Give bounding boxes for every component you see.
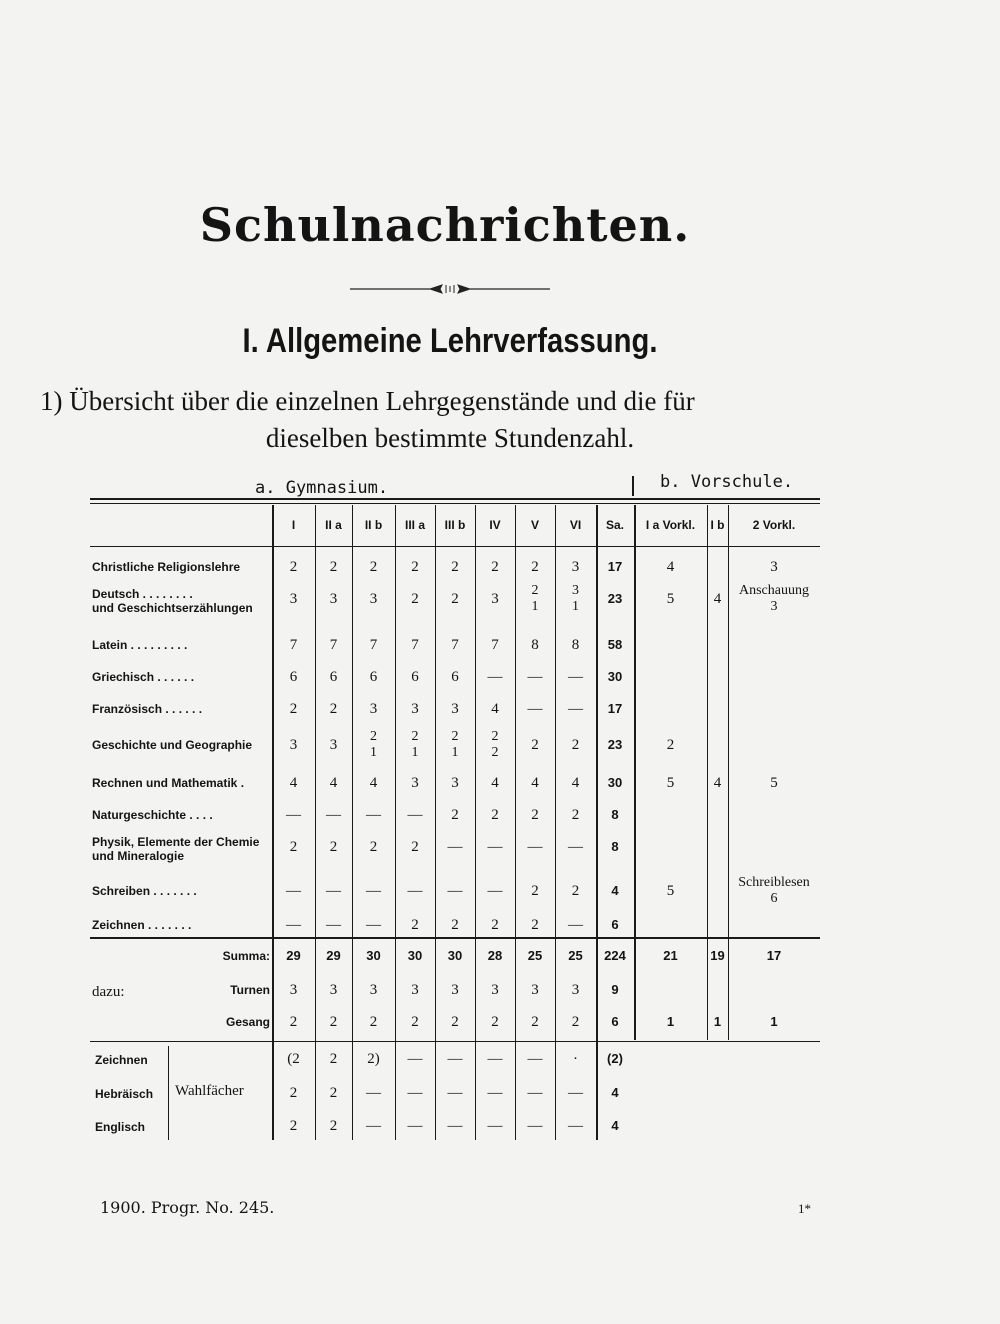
hour-cell: 2 [571,883,580,899]
sum-cell: 58 [607,637,623,652]
vorschule-cell: 3 [770,559,778,575]
hour-cell: — [326,807,341,823]
sum-cell: 6 [611,917,619,932]
vorschule-cell: 5 [666,775,675,791]
wahlfach-cell: — [527,1051,543,1067]
hour-cell: 1 [411,745,419,760]
hour-cell: 3 [411,775,419,791]
hour-cell: 3 [369,591,378,607]
hour-cell: 3 [369,701,378,717]
hour-cell: 2 [491,917,499,933]
hour-cell: 2 [531,737,539,753]
header-bottom-rule [90,546,820,547]
hour-cell: 2 [289,701,298,717]
hour-cell: — [568,701,583,717]
wahlfach-cell: — [527,1085,543,1101]
column-header: IV [489,518,501,532]
gesang-cell: 2 [451,1014,459,1030]
hour-cell: — [568,669,583,685]
footer-citation: 1900. Progr. No. 245. [100,1198,275,1217]
hour-cell: — [527,839,543,855]
vorschule-cell: 6 [770,891,778,906]
hour-cell: 7 [289,637,298,653]
row-label-cont: und Mineralogie [92,849,185,863]
column-header: II a [325,518,342,532]
gesang-cell: 2 [369,1014,378,1030]
hour-cell: 2 [329,701,338,717]
hour-cell: 3 [289,737,298,753]
vorschule-cell: 5 [666,883,675,899]
wahlfach-cell: 2 [329,1085,338,1101]
summa-cell: 30 [366,948,381,963]
turnen-cell: 3 [289,982,298,998]
summa-vorschule-cell: 19 [710,948,725,963]
ornament-divider-icon [350,282,550,296]
hour-cell: 7 [369,637,378,653]
wahlfach-cell: — [447,1085,463,1101]
row-label: Physik, Elemente der Chemie [92,835,260,849]
hour-cell: 2 [491,807,499,823]
hour-cell: 1 [531,599,539,614]
vorschule-cell: 5 [770,775,778,791]
vorschule-cell: 4 [713,775,722,791]
hour-cell: 2 [491,729,499,744]
hour-cell: 2 [451,729,459,744]
sum-cell: 17 [607,559,623,574]
section-heading: I. Allgemeine Lehrverfassung. [242,322,658,360]
sum-cell: 23 [607,737,623,752]
section-gymnasium-label: a. Gymnasium. [255,478,389,498]
hour-cell: — [326,917,341,933]
turnen-cell: 9 [611,982,619,997]
sum-cell: 8 [611,839,619,854]
summa-cell: 25 [527,948,543,963]
hour-cell: 2 [571,807,580,823]
hour-cell: 8 [531,637,539,653]
hour-cell: 4 [531,775,539,791]
wahlfach-label: Zeichnen [95,1053,148,1067]
hour-cell: 2 [369,559,378,575]
wahlfach-cell: 2 [289,1085,298,1101]
hour-cell: 3 [571,559,580,575]
hour-cell: 2 [289,559,298,575]
vorschule-cell: 5 [666,591,675,607]
hour-cell: 2 [370,729,377,744]
hour-cell: — [447,839,463,855]
hour-cell: 3 [451,775,459,791]
hour-cell: 4 [491,775,499,791]
hour-cell: 2 [289,839,298,855]
hour-cell: 4 [491,701,499,717]
wahlfach-cell: — [407,1051,423,1067]
gesang-vorschule-cell: 1 [770,1014,778,1029]
page-title: Schulnachrichten. [199,198,691,252]
wahlfach-cell: 4 [611,1085,619,1100]
sum-cell: 8 [611,807,619,822]
wahl-brace [168,1046,169,1140]
hour-cell: 2 [411,839,419,855]
wahlfach-cell: 4 [611,1118,619,1133]
vorschule-cell: Anschauung [739,583,809,598]
row-label: Rechnen und Mathematik . [92,776,245,790]
turnen-cell: 3 [491,982,499,998]
turnen-cell: 3 [369,982,378,998]
wahlfach-cell: (2) [607,1051,623,1066]
wahlfach-cell: 2 [329,1051,338,1067]
column-header: I a Vorkl. [645,518,696,532]
hour-cell: 3 [329,591,338,607]
sum-cell: 4 [611,883,619,898]
row-label: Schreiben . . . . . . . [92,884,197,898]
hour-cell: 4 [571,775,580,791]
hour-cell: — [286,807,301,823]
summa-cell: 28 [487,948,503,963]
section-vorschule-label: b. Vorschule. [660,472,794,492]
summa-top-rule [90,937,820,939]
wahlfach-cell: — [568,1118,583,1134]
row-label: Christliche Religionslehre [92,560,241,574]
hour-cell: 6 [451,669,459,685]
hour-cell: — [487,839,503,855]
hour-cell: — [487,669,503,685]
hour-cell: 2 [411,917,419,933]
hour-cell: — [568,917,583,933]
hour-cell: 7 [491,637,499,653]
summa-vorschule-cell: 17 [766,948,782,963]
wahlfach-cell: (2 [287,1051,300,1067]
subtitle-line-2: dieselben bestimmte Stundenzahl. [265,423,635,453]
hour-cell: — [366,917,381,933]
hour-cell: 3 [411,701,419,717]
hour-cell: 4 [369,775,378,791]
wahlfach-cell: 2) [367,1051,380,1067]
hour-cell: — [527,701,543,717]
hour-cell: 2 [411,729,419,744]
hour-cell: — [527,669,543,685]
hour-cell: — [366,883,381,899]
wahlfach-label: Hebräisch [95,1087,154,1101]
wahlfach-cell: · [573,1051,578,1067]
hour-cell: 2 [571,737,580,753]
hour-cell: 6 [289,669,298,685]
vorschule-cell: 4 [666,559,675,575]
hour-cell: 2 [451,559,459,575]
vorschule-cell: Schreiblesen [738,875,810,890]
sum-cell: 23 [607,591,623,606]
wahlfach-cell: — [487,1118,503,1134]
row-label: Geschichte und Geographie [92,738,253,752]
gesang-label: Gesang [225,1015,270,1029]
row-label: Deutsch . . . . . . . . [92,587,193,601]
gesang-vorschule-cell: 1 [713,1014,722,1029]
wahlfach-cell: — [366,1085,381,1101]
gesang-cell: 6 [611,1014,619,1029]
hour-cell: 6 [329,669,338,685]
wahlfach-cell: — [407,1085,423,1101]
hour-cell: 1 [370,745,377,760]
wahlfach-cell: — [407,1118,423,1134]
turnen-cell: 3 [411,982,419,998]
turnen-cell: 3 [531,982,539,998]
column-header: III a [404,518,425,532]
hour-cell: 2 [411,591,419,607]
gesang-cell: 2 [571,1014,580,1030]
turnen-label: Turnen [230,983,270,997]
row-label: Naturgeschichte . . . . [92,808,213,822]
hour-cell: 3 [491,591,499,607]
hour-cell: 7 [411,637,419,653]
gesang-vorschule-cell: 1 [666,1014,675,1029]
hour-cell: 3 [572,583,579,598]
vorschule-cell: 3 [770,599,778,614]
summa-cell: 25 [568,948,583,963]
summa-cell: 30 [407,948,423,963]
hour-cell: 2 [451,807,459,823]
column-header: I [291,518,296,532]
gesang-cell: 2 [289,1014,298,1030]
row-label: Zeichnen . . . . . . . [92,918,192,932]
summa-cell: 30 [447,948,463,963]
gesang-cell: 2 [329,1014,338,1030]
wahlfaecher-label: Wahlfächer [175,1083,244,1099]
gesang-cell: 2 [411,1014,419,1030]
hour-cell: 2 [531,559,539,575]
wahlfach-cell: — [447,1118,463,1134]
hour-cell: 3 [329,737,338,753]
hour-cell: 2 [329,839,338,855]
wahlfach-cell: — [487,1051,503,1067]
hour-cell: — [326,883,341,899]
hour-cell: 4 [329,775,338,791]
hour-cell: 2 [451,591,459,607]
column-header: I b [710,518,725,532]
wahlfach-cell: — [487,1085,503,1101]
row-label-cont: und Geschichtserzählungen [92,601,253,615]
hour-cell: 2 [451,917,459,933]
column-header: 2 Vorkl. [752,518,796,532]
summa-cell: 224 [604,948,626,963]
column-header: II b [364,518,383,532]
hour-cell: — [286,883,301,899]
gesang-cell: 2 [531,1014,539,1030]
hour-cell: 6 [411,669,419,685]
sum-cell: 30 [607,775,623,790]
hour-cell: 6 [369,669,378,685]
vorschule-cell: 4 [713,591,722,607]
summa-label: Summa: [222,949,270,963]
wahl-top-rule [90,1041,820,1042]
row-label: Griechisch . . . . . . [92,670,195,684]
hour-cell: 2 [531,883,539,899]
hour-cell: 3 [451,701,459,717]
hour-cell: 1 [572,599,579,614]
vorschule-cell: 2 [666,737,675,753]
hour-cell: 4 [289,775,298,791]
column-header: VI [569,518,582,532]
column-header: V [530,518,539,532]
column-header: III b [444,518,466,532]
wahlfach-cell: 2 [329,1118,338,1134]
hour-cell: — [286,917,301,933]
column-header: Sa. [605,518,624,532]
top-rule [90,498,820,500]
hour-cell: — [487,883,503,899]
turnen-cell: 3 [329,982,338,998]
hour-cell: — [366,807,381,823]
hour-cell: 7 [451,637,459,653]
sum-cell: 17 [607,701,623,716]
hour-cell: 2 [329,559,338,575]
wahlfach-cell: — [527,1118,543,1134]
hour-cell: 2 [531,807,539,823]
summa-vorschule-cell: 21 [663,948,678,963]
hour-cell: — [568,839,583,855]
hour-cell: 2 [491,745,499,760]
wahlfach-label: Englisch [95,1120,146,1134]
hour-cell: 8 [571,637,580,653]
page-mark: 1* [798,1201,811,1216]
hour-cell: 2 [369,839,378,855]
hour-cell: — [407,883,423,899]
top-rule-thin [90,503,820,504]
wahlfach-cell: 2 [289,1118,298,1134]
wahlfach-cell: — [366,1118,381,1134]
wahlfach-cell: — [568,1085,583,1101]
hour-cell: 2 [491,559,499,575]
hour-cell: 7 [329,637,338,653]
sum-cell: 30 [607,669,623,684]
wahlfach-cell: — [447,1051,463,1067]
hour-cell: — [407,807,423,823]
summa-cell: 29 [286,948,301,963]
hour-cell: 2 [411,559,419,575]
hour-cell: 2 [531,583,539,598]
hour-cell: 2 [531,917,539,933]
gesang-cell: 2 [491,1014,499,1030]
hour-cell: — [447,883,463,899]
summa-cell: 29 [326,948,341,963]
dazu-label: dazu: [92,984,125,1000]
subtitle-line-1: 1) Übersicht über die einzelnen Lehrgegenstände und die für [40,386,695,416]
section-separator [632,476,634,496]
turnen-cell: 3 [571,982,580,998]
hour-cell: 3 [289,591,298,607]
row-label: Latein . . . . . . . . . [92,638,188,652]
hour-cell: 1 [451,745,459,760]
turnen-cell: 3 [451,982,459,998]
row-label: Französisch . . . . . . [92,702,203,716]
